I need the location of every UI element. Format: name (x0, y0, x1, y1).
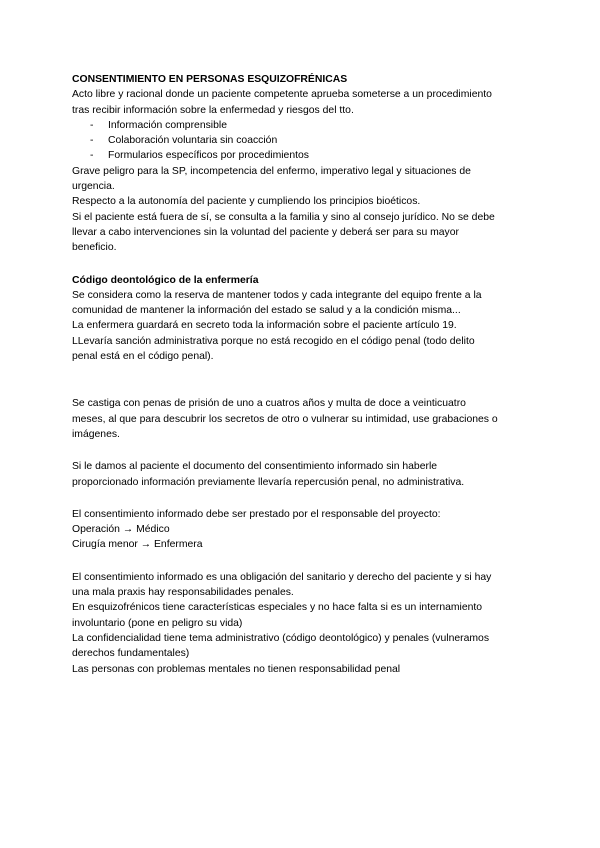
bullet-text: Formularios específicos por procedimientos (108, 150, 309, 162)
paragraph-line: Cirugía menor → Enfermera (72, 539, 203, 551)
spacer (72, 256, 532, 273)
bullet-item (72, 148, 532, 163)
paragraph-line: Las personas con problemas mentales no tienen responsabilidad penal (72, 663, 401, 675)
paragraph-line: comunidad de mantener la información del estado se salud y a la condición misma... (72, 305, 461, 317)
paragraph-line: El consentimiento informado debe ser prestado por el responsable del proyecto: (72, 508, 441, 520)
paragraph-line: derechos fundamentales) (72, 648, 190, 660)
spacer (72, 364, 532, 396)
paragraph-line: La enfermera guardará en secreto toda la información sobre el paciente artículo 19. (72, 320, 457, 332)
paragraph-line: El consentimiento informado es una obligación del sanitario y derecho del paciente y si hay (72, 571, 492, 583)
spacer (72, 442, 532, 459)
bullet-marker: - (90, 150, 94, 162)
section-heading-consentimiento: CONSENTIMIENTO EN PERSONAS ESQUIZOFRÉNICAS (72, 74, 348, 85)
paragraph-line: urgencia. (72, 181, 115, 193)
paragraph-line: penal está en el código penal). (72, 351, 214, 363)
bullet-item (72, 133, 532, 148)
spacer (72, 490, 532, 507)
paragraph-line: proporcionado información previamente llevaría repercusión penal, no administrativa. (72, 476, 465, 488)
paragraph-line: Se considera como la reserva de mantener todos y cada integrante del equipo frente a la (72, 289, 482, 301)
paragraph-line: Se castiga con penas de prisión de uno a cuatros años y multa de doce a veinticuatro (72, 398, 466, 410)
bullet-text: Información comprensible (108, 119, 227, 131)
paragraph-line: Si el paciente está fuera de sí, se consulta a la familia y sino al consejo jurídico. No se debe (72, 211, 495, 223)
paragraph-line: Grave peligro para la SP, incompetencia del enfermo, imperativo legal y situaciones de (72, 165, 471, 177)
paragraph-line: imágenes. (72, 428, 120, 440)
bullet-item (72, 118, 532, 133)
paragraph-line: tras recibir información sobre la enfermedad y riesgos del tto. (72, 104, 354, 116)
paragraph-line: LLevaría sanción administrativa porque no está recogido en el código penal (todo delito (72, 335, 475, 347)
document-page (72, 72, 532, 677)
paragraph-line: Operación → Médico (72, 524, 170, 536)
paragraph-line: meses, al que para descubrir los secretos de otro o vulnerar su intimidad, use grabaciones o (72, 413, 498, 425)
paragraph-line: Si le damos al paciente el documento del consentimiento informado sin haberle (72, 461, 438, 473)
paragraph-line: Acto libre y racional donde un paciente competente aprueba someterse a un procedimiento (72, 89, 492, 101)
paragraph-line: La confidencialidad tiene tema administrativo (código deontológico) y penales (vulneramos (72, 632, 490, 644)
paragraph-line: beneficio. (72, 242, 117, 254)
bullet-text: Colaboración voluntaria sin coacción (108, 135, 278, 147)
paragraph-line: una mala praxis hay responsabilidades penales. (72, 587, 294, 599)
paragraph-line: involuntario (pone en peligro su vida) (72, 617, 243, 629)
paragraph-line: En esquizofrénicos tiene características especiales y no hace falta si es un internamiento (72, 602, 483, 614)
paragraph-line: llevar a cabo intervenciones sin la voluntad del paciente y deberá ser para su mayor (72, 226, 459, 238)
paragraph-line: Respecto a la autonomía del paciente y cumpliendo los principios bioéticos. (72, 196, 421, 208)
bullet-marker: - (90, 119, 94, 131)
section-heading-codigo-deontologico: Código deontológico de la enfermería (72, 274, 259, 286)
spacer (72, 553, 532, 570)
bullet-marker: - (90, 135, 94, 147)
